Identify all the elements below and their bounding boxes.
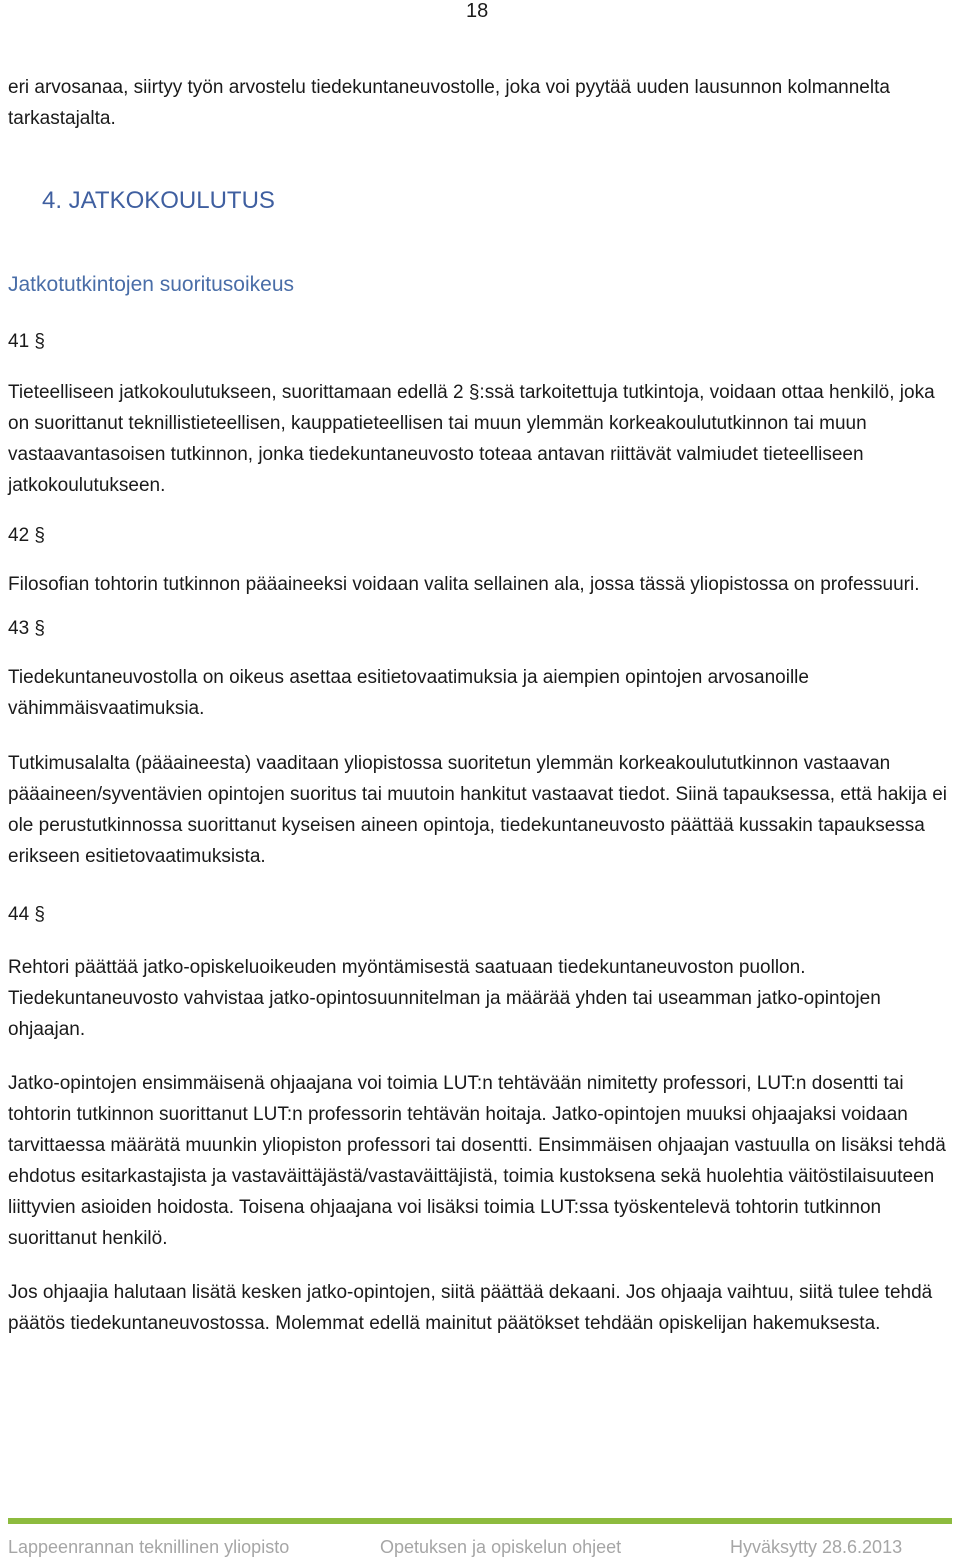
section-44: [8, 902, 953, 1339]
section-paragraph: Tutkimusalalta (pääaineesta) vaaditaan yliopistossa suoritetun ylemmän korkeakoulututkinnon vastaavan pääaineen/syventävien opintojen suoritus tai muutoin hankitut vastaavat tiedot. Siinä tapauksessa, että hakija ei ole perustutkinnossa suorittanut kyseisen aineen opintoja, tiedekuntaneuvosto päättää kussakin tapauksessa erikseen esitietovaatimuksista.: [8, 753, 947, 867]
footer-document-title: Opetuksen ja opiskelun ohjeet: [380, 1537, 622, 1557]
section-paragraph: Tieteelliseen jatkokoulutukseen, suorittamaan edellä 2 §:ssä tarkoitettuja tutkintoja, voidaan ottaa henkilö, joka on suorittanut teknillistieteellisen, kauppatieteellisen tai muun ylemmän korkeakoulututkinnon tai muun vastaavantasoisen tutkinnon, jonka tiedekuntaneuvosto toteaa antavan riittävät valmiudet tieteelliseen jatkokoulutukseen.: [8, 382, 935, 496]
section-number: 43 §: [8, 618, 45, 639]
section-number: 42 §: [8, 525, 45, 546]
section-paragraph: Jos ohjaajia halutaan lisätä kesken jatko-opintojen, siitä päättää dekaani. Jos ohjaaja vaihtuu, siitä tulee tehdä päätös tiedekuntaneuvostossa. Molemmat edellä mainitut päätökset tehdään opiskelijan hakemuksesta.: [8, 1282, 933, 1334]
section-paragraph: Tiedekuntaneuvostolla on oikeus asettaa esitietovaatimuksia ja aiempien opintojen arvosanoille vähimmäisvaatimuksia.: [8, 667, 809, 719]
footer-divider: [8, 1518, 952, 1524]
page-number: 18: [466, 0, 489, 22]
section-number: 44 §: [8, 904, 45, 925]
section-paragraph: Rehtori päättää jatko-opiskeluoikeuden myöntämisestä saatuaan tiedekuntaneuvoston puollon. Tiedekuntaneuvosto vahvistaa jatko-opintosuunnitelman ja määrää yhden tai useamman jatko-opintojen ohjaajan.: [8, 957, 881, 1040]
section-41: [8, 329, 953, 501]
footer-university: Lappeenrannan teknillinen yliopisto: [8, 1537, 290, 1557]
page-content: [8, 72, 953, 1339]
intro-paragraph: eri arvosanaa, siirtyy työn arvostelu tiedekuntaneuvostolle, joka voi pyytää uuden lausunnon kolmannelta tarkastajalta.: [8, 77, 890, 129]
subsection-title: Jatkotutkintojen suoritusoikeus: [8, 273, 294, 296]
section-paragraph: Jatko-opintojen ensimmäisenä ohjaajana voi toimia LUT:n tehtävään nimitetty professori, LUT:n dosentti tai tohtorin tutkinnon suorittanut LUT:n professorin tehtävän hoitaja. Jatko-opintojen muuksi ohjaajaksi voidaan tarvittaessa määrätä muunkin yliopiston professori tai dosentti. Ensimmäisen ohjaajan vastuulla on lisäksi tehdä ehdotus esitarkastajista ja vastaväittäjästä/vastaväittäjistä, toimia kustoksena sekä huolehtia väitöstilaisuuteen liittyvien asioiden hoidosta. Toisena ohjaajana voi lisäksi toimia LUT:ssa työskentelevä tohtorin tutkinnon suorittanut henkilö.: [8, 1073, 946, 1249]
section-42: [8, 523, 953, 600]
section-paragraph: Filosofian tohtorin tutkinnon pääaineeksi voidaan valita sellainen ala, jossa tässä yliopistossa on professuuri.: [8, 574, 920, 595]
footer-approval-date: Hyväksytty 28.6.2013: [730, 1537, 903, 1557]
section-43: [8, 616, 953, 872]
page-footer: [8, 1535, 952, 1559]
chapter-title: 4. JATKOKOULUTUS: [42, 187, 275, 214]
section-number: 41 §: [8, 331, 45, 352]
